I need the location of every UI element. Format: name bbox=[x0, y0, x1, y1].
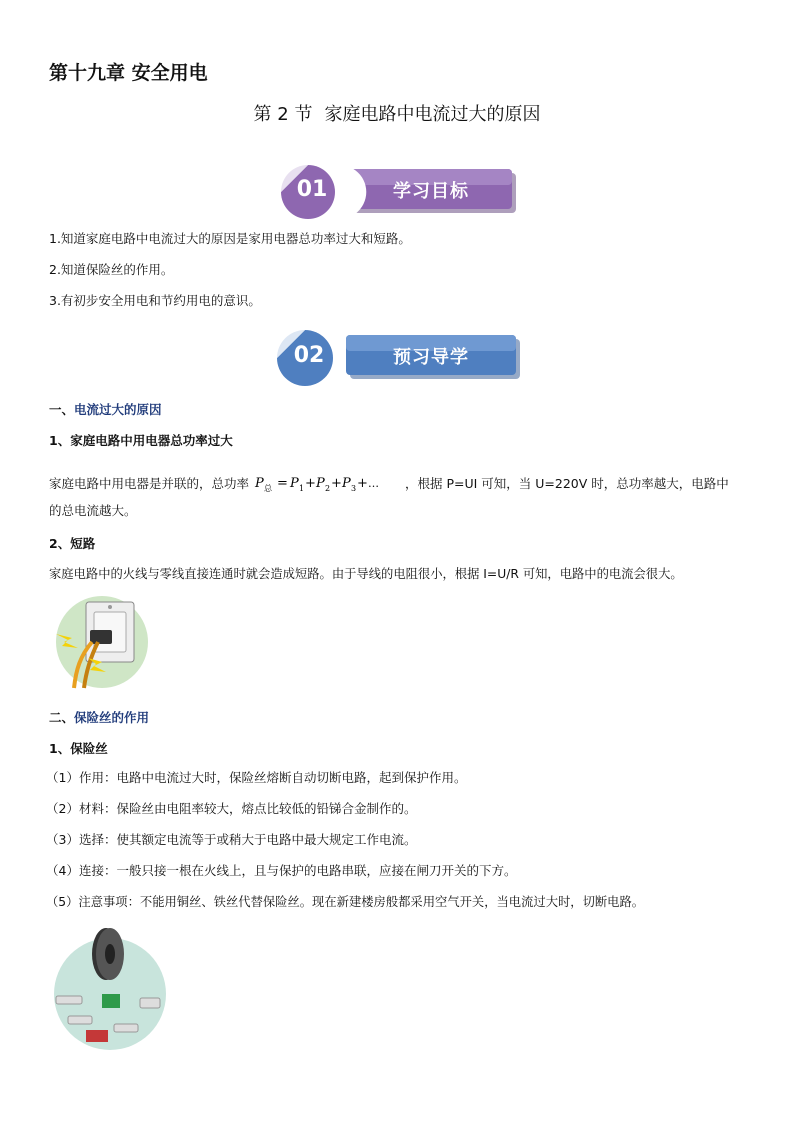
part2-heading bbox=[49, 708, 149, 726]
para1-text-a: 家庭电路中用电器是并联的，总功率 bbox=[49, 476, 250, 491]
svg-text:3: 3 bbox=[351, 484, 357, 493]
badge-learning-goals bbox=[276, 160, 522, 222]
svg-text:1: 1 bbox=[299, 484, 305, 493]
part1-heading bbox=[49, 400, 162, 418]
svg-text:P: P bbox=[316, 476, 325, 491]
svg-text:+: + bbox=[357, 476, 368, 491]
svg-text:P: P bbox=[255, 476, 264, 491]
part1-heading-prefix: 一、 bbox=[49, 402, 75, 417]
part1-heading-text: 电流过大的原因 bbox=[74, 402, 162, 417]
fuse-item-3: （3）选择：使其额定电流等于或稍大于电路中最大规定工作电流。 bbox=[46, 832, 417, 847]
section-title: 家庭电路中电流过大的原因 bbox=[324, 104, 541, 125]
fuse-item-2: （2）材料：保险丝由电阻率较大，熔点比较低的铅锑合金制作的。 bbox=[46, 801, 417, 816]
badge-02-number: 02 bbox=[293, 343, 325, 368]
para1-text-b: ，根据 P=UI 可知，当 U=220V 时，总功率越大，电路中 bbox=[404, 476, 729, 491]
objective-1: 1.知道家庭电路中电流过大的原因是家用电器总功率过大和短路。 bbox=[49, 231, 411, 246]
objective-3: 3.有初步安全用电和节约用电的意识。 bbox=[49, 293, 261, 308]
short-circuit-illustration bbox=[50, 596, 150, 690]
fuse-item-1: （1）作用：电路中电流过大时，保险丝熔断自动切断电路，起到保护作用。 bbox=[46, 770, 467, 785]
fuse-item-5: （5）注意事项：不能用铜丝、铁丝代替保险丝。现在新建楼房般都采用空气开关，当电流过大时，切断电路。 bbox=[46, 895, 645, 909]
svg-text:P: P bbox=[342, 476, 351, 491]
part1-sub2: 2、短路 bbox=[49, 536, 96, 551]
svg-text:2: 2 bbox=[325, 484, 331, 493]
fuse-wire-illustration bbox=[50, 924, 170, 1054]
section-number: 第 2 节 bbox=[253, 104, 313, 125]
part2-heading-text: 保险丝的作用 bbox=[74, 710, 150, 725]
svg-text:+: + bbox=[331, 476, 342, 491]
objective-2: 2.知道保险丝的作用。 bbox=[49, 262, 174, 277]
fuse-item-4: （4）连接：一般只接一根在火线上，且与保护的电路串联，应接在闸刀开关的下方。 bbox=[46, 863, 517, 878]
part1-para2: 家庭电路中的火线与零线直接连通时就会造成短路。由于导线的电阻很小，根据 I=U/R 可知，电路中的电流会很大。 bbox=[49, 567, 683, 581]
total-power-formula bbox=[253, 472, 401, 494]
svg-text:总: 总 bbox=[264, 484, 272, 493]
part1-para1-line1 bbox=[49, 472, 729, 494]
badge-preview-guide bbox=[272, 326, 524, 388]
chapter-title: 第十九章 安全用电 bbox=[49, 62, 208, 84]
svg-text:=: = bbox=[277, 476, 288, 491]
part1-para1-line2: 的总电流越大。 bbox=[49, 503, 137, 518]
section-heading bbox=[0, 100, 794, 126]
svg-text:P: P bbox=[290, 476, 299, 491]
part2-heading-prefix: 二、 bbox=[49, 710, 75, 725]
part2-sub1: 1、保险丝 bbox=[49, 741, 108, 756]
svg-text:…: … bbox=[368, 477, 379, 490]
part1-sub1: 1、家庭电路中用电器总功率过大 bbox=[49, 433, 233, 448]
badge-01-number: 01 bbox=[296, 177, 328, 202]
badge-01-label: 学习目标 bbox=[393, 181, 469, 202]
svg-text:+: + bbox=[305, 476, 316, 491]
badge-02-label: 预习导学 bbox=[393, 347, 469, 368]
